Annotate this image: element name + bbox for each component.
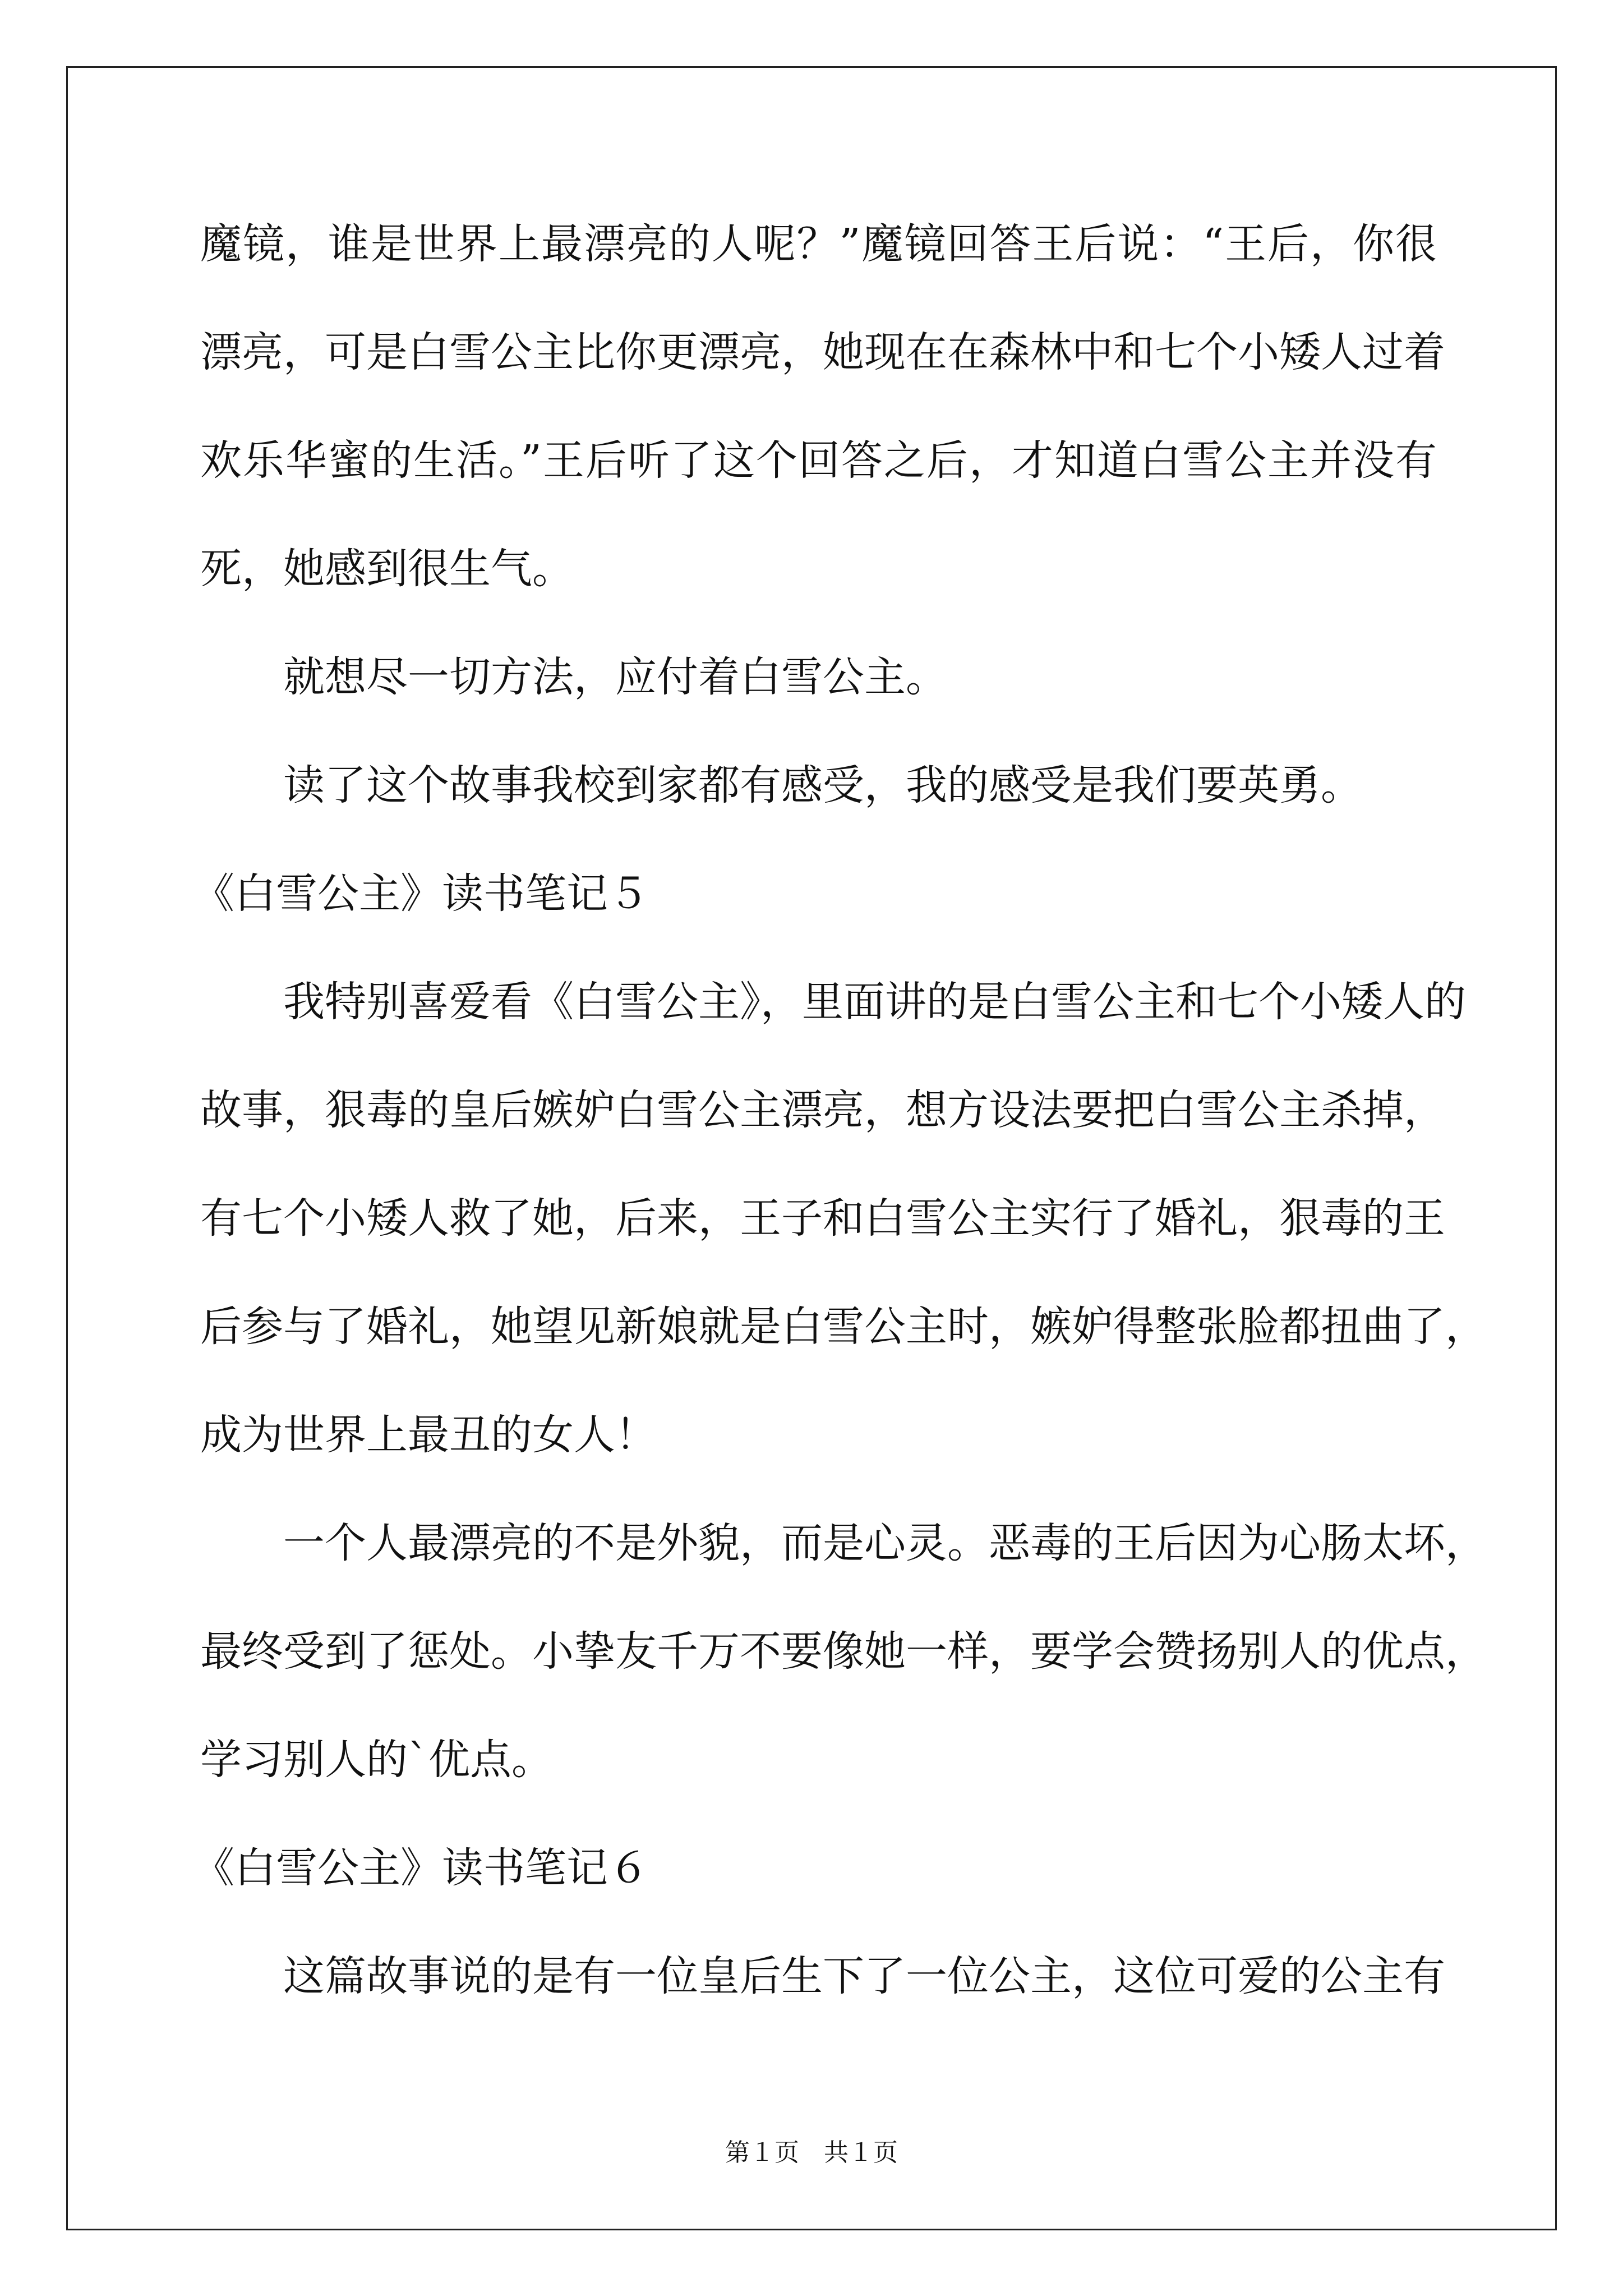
paragraph-line: 有七个小矮人救了她，后来，王子和白雪公主实行了婚礼，狠毒的王 (200, 1194, 1445, 1243)
paragraph-line: 这篇故事说的是有一位皇后生下了一位公主，这位可爱的公主有 (283, 1952, 1445, 2000)
paragraph-line: 死，她感到很生气。 (200, 545, 574, 593)
paragraph-line: 最终受到了惩处。小挚友千万不要像她一样，要学会赞扬别人的优点， (200, 1627, 1487, 1676)
section-heading: 《白雪公主》读书笔记６ (193, 1844, 649, 1892)
paragraph-line: 读了这个故事我校到家都有感受，我的感受是我们要英勇。 (283, 761, 1362, 809)
section-heading: 《白雪公主》读书笔记５ (193, 869, 649, 918)
paragraph-line: 后参与了婚礼，她望见新娘就是白雪公主时，嫉妒得整张脸都扭曲了， (200, 1303, 1487, 1351)
page-border (66, 66, 1557, 2230)
paragraph-line: 就想尽一切方法，应付着白雪公主。 (283, 653, 947, 701)
paragraph-line: 我特别喜爱看《白雪公主》，里面讲的是白雪公主和七个小矮人的 (283, 978, 1466, 1026)
paragraph-line: 学习别人的`优点。 (200, 1736, 553, 1784)
paragraph-line: 成为世界上最丑的女人！ (200, 1411, 657, 1459)
paragraph-line: 一个人最漂亮的不是外貌，而是心灵。恶毒的王后因为心肠太坏， (283, 1519, 1487, 1567)
paragraph-line: 漂亮，可是白雪公主比你更漂亮，她现在在森林中和七个小矮人过着 (200, 328, 1445, 376)
paragraph-line: 欢乐华蜜的生活。”王后听了这个回答之后，才知道白雪公主并没有 (200, 436, 1437, 485)
page-footer: 第１页 共１页 (725, 2138, 898, 2167)
paragraph-line: 魔镜，谁是世界上最漂亮的人呢？”魔镜回答王后说：“王后，你很 (200, 220, 1437, 268)
paragraph-line: 故事，狠毒的皇后嫉妒白雪公主漂亮，想方设法要把白雪公主杀掉， (200, 1086, 1445, 1134)
